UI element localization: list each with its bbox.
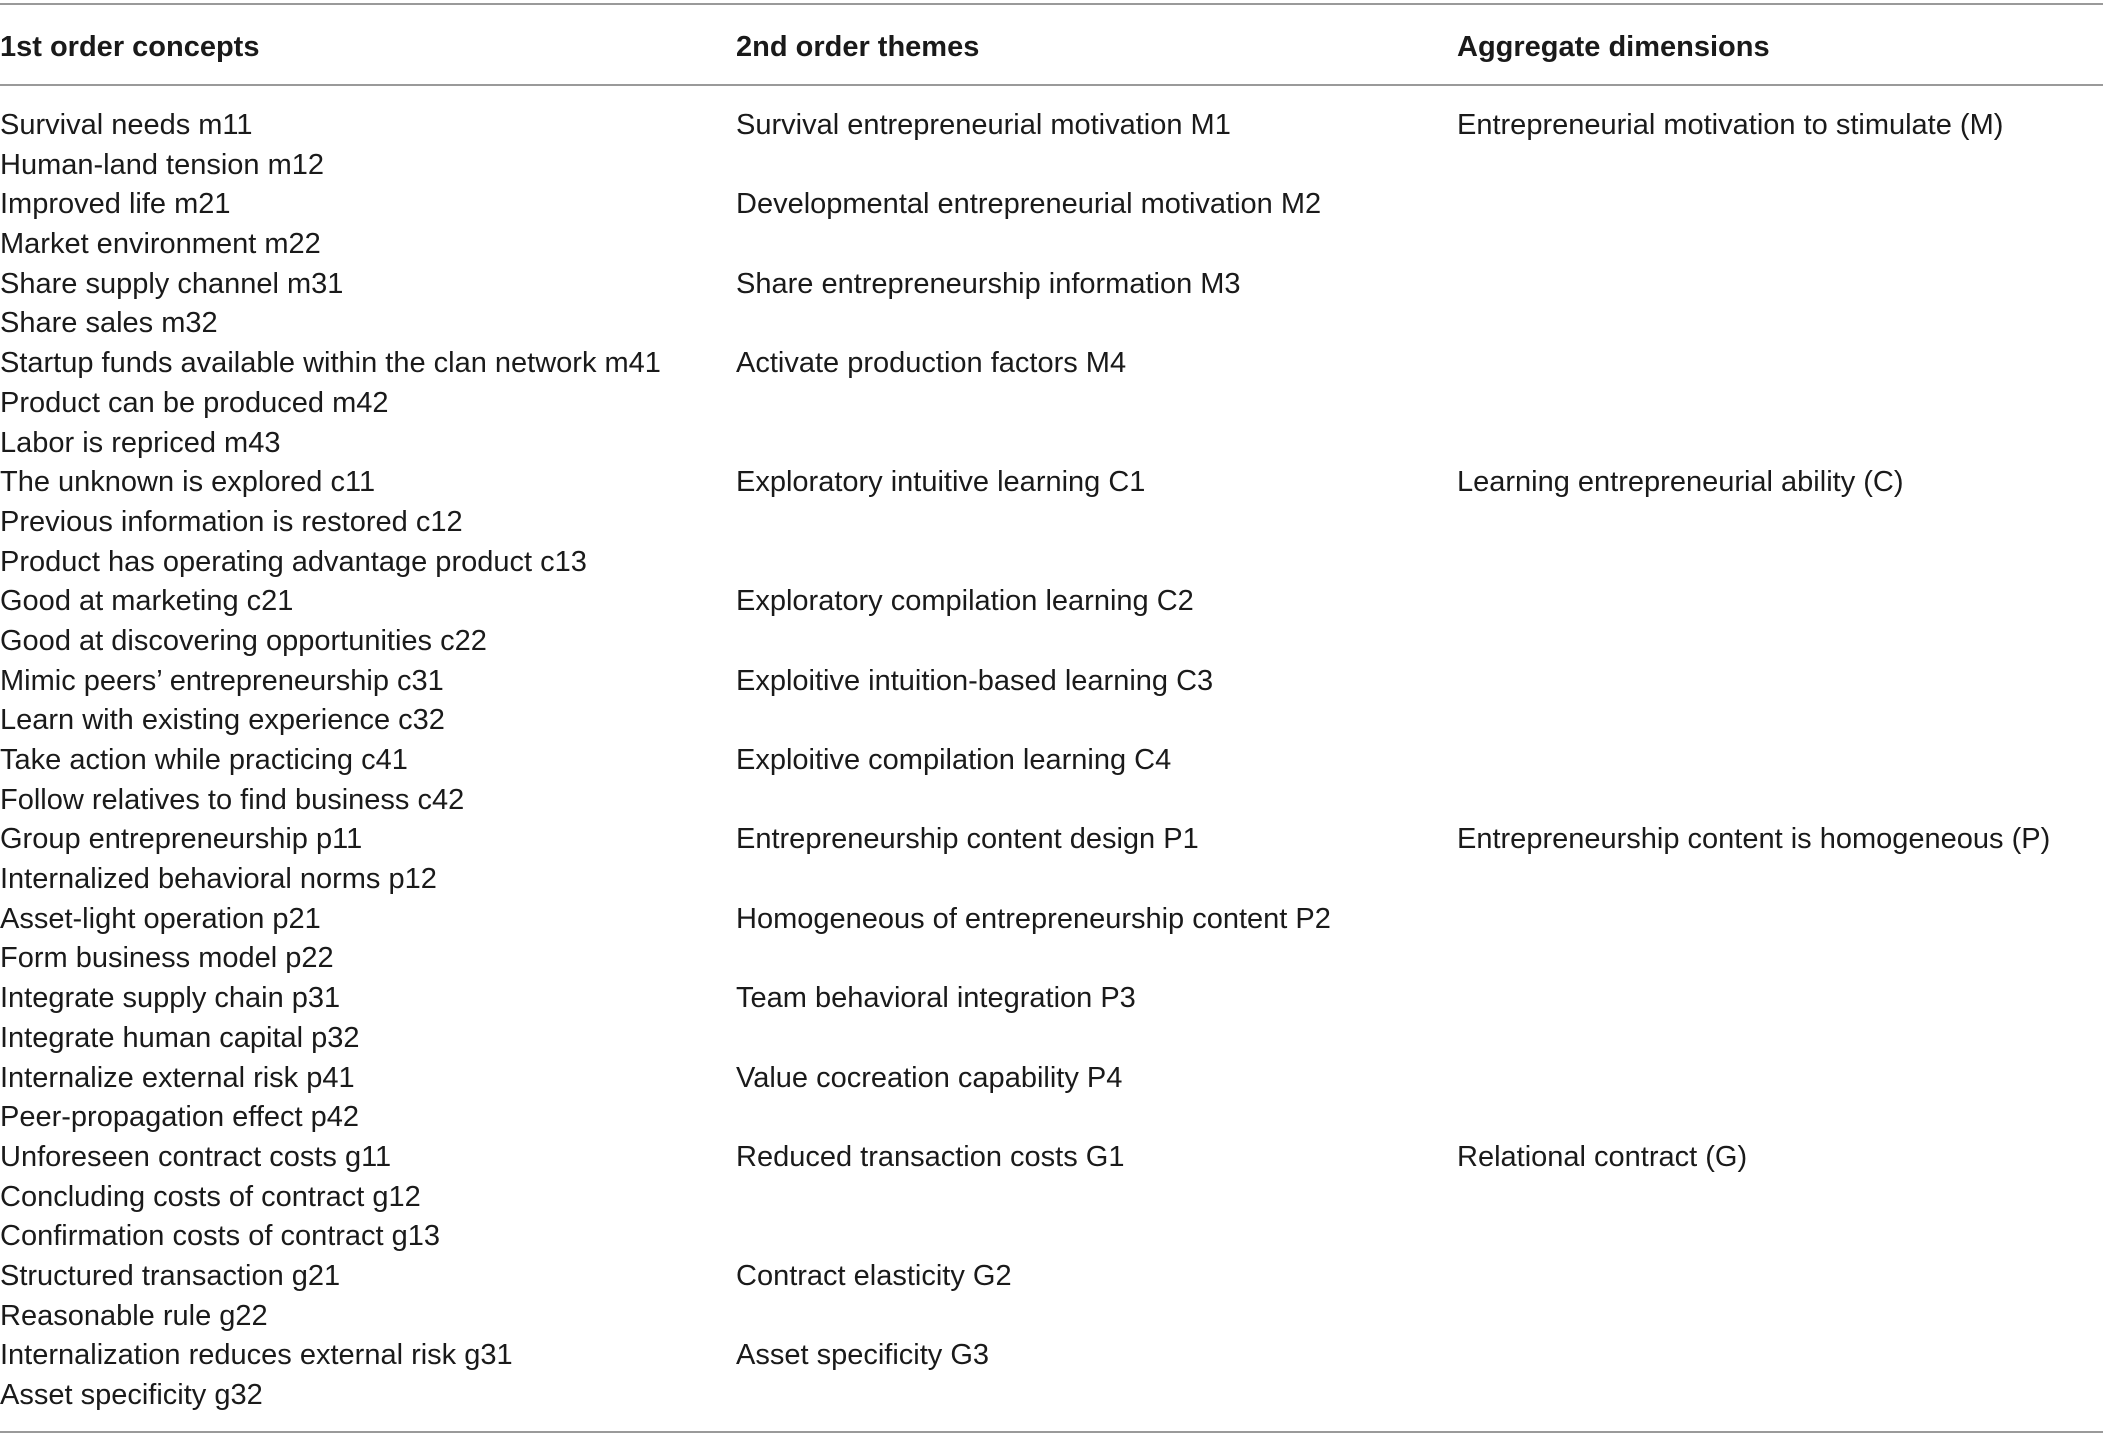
first-order-concept-cell: Internalized behavioral norms p12 [0,863,437,896]
table-row [0,1138,2103,1178]
first-order-concept-cell: Previous information is restored c12 [0,505,463,538]
second-order-theme-cell: Asset specificity G3 [736,1339,990,1372]
table-row [0,860,2103,900]
second-order-theme-cell: Homogeneous of entrepreneurship content P2 [736,902,1331,935]
second-order-theme-cell: Contract elasticity G2 [736,1259,1012,1292]
table-row [0,979,2103,1019]
second-order-theme-cell: Reduced transaction costs G1 [736,1140,1125,1173]
second-order-theme-cell: Share entrepreneurship information M3 [736,267,1241,300]
first-order-concept-cell: Integrate human capital p32 [0,1021,360,1054]
first-order-concept-cell: Human-land tension m12 [0,148,325,181]
first-order-concept-cell: Market environment m22 [0,228,321,261]
table-row [0,1098,2103,1138]
aggregate-dimension-cell: Relational contract (G) [1457,1140,1748,1173]
first-order-concept-cell: Integrate supply chain p31 [0,982,341,1015]
first-order-concept-cell: Unforeseen contract costs g11 [0,1140,392,1173]
first-order-concept-cell: Structured transaction g21 [0,1259,341,1292]
table-row [0,185,2103,225]
first-order-concept-cell: Improved life m21 [0,188,231,221]
table-row [0,939,2103,979]
table-row [0,1376,2103,1416]
table-row [0,1019,2103,1059]
table-row [0,1257,2103,1297]
second-order-theme-cell: Activate production factors M4 [736,347,1127,380]
second-order-theme-cell: Exploitive intuition-based learning C3 [736,664,1214,697]
table-row [0,820,2103,860]
first-order-concept-cell: Group entrepreneurship p11 [0,823,363,856]
table-row [0,146,2103,186]
table-row [0,741,2103,781]
first-order-concept-cell: Asset specificity g32 [0,1379,263,1411]
table-row [0,384,2103,424]
first-order-concept-cell: Asset-light operation p21 [0,902,321,935]
first-order-concept-cell: Share supply channel m31 [0,267,344,300]
aggregate-dimension-cell: Entrepreneurship content is homogeneous (P) [1457,823,2051,856]
table-row [0,1059,2103,1099]
table-row [0,701,2103,741]
second-order-theme-cell: Entrepreneurship content design P1 [736,823,1199,856]
table-row [0,1336,2103,1376]
first-order-concept-cell: Learn with existing experience c32 [0,704,445,737]
first-order-concept-cell: Confirmation costs of contract g13 [0,1220,441,1253]
table-row [0,344,2103,384]
header-second-order-themes: 2nd order themes [736,31,980,63]
first-order-concept-cell: Startup funds available within the clan network m41 [0,347,661,380]
first-order-concept-cell: Concluding costs of contract g12 [0,1180,421,1213]
first-order-concept-cell: Share sales m32 [0,307,218,340]
first-order-concept-cell: Internalize external risk p41 [0,1061,355,1094]
table-top-rule [0,3,2103,5]
table-row [0,424,2103,464]
first-order-concept-cell: Mimic peers’ entrepreneurship c31 [0,664,444,697]
table-body [0,106,2103,1416]
header-aggregate-dimensions: Aggregate dimensions [1457,31,1770,63]
first-order-concept-cell: Peer-propagation effect p42 [0,1101,360,1134]
first-order-concept-cell: Reasonable rule g22 [0,1299,268,1332]
table-row [0,106,2103,146]
second-order-theme-cell: Team behavioral integration P3 [736,982,1136,1015]
table-row [0,225,2103,265]
second-order-theme-cell: Developmental entrepreneurial motivation M2 [736,188,1322,221]
table-header-rule [0,84,2103,86]
first-order-concept-cell: Follow relatives to find business c42 [0,783,465,816]
first-order-concept-cell: Product has operating advantage product c13 [0,545,587,578]
first-order-concept-cell: Product can be produced m42 [0,386,389,419]
second-order-theme-cell: Survival entrepreneurial motivation M1 [736,109,1231,141]
aggregate-dimension-cell: Learning entrepreneurial ability (C) [1457,466,1904,499]
table-row [0,503,2103,543]
table-row [0,304,2103,344]
table-bottom-rule [0,1431,2103,1433]
second-order-theme-cell: Exploitive compilation learning C4 [736,744,1172,776]
aggregate-dimension-cell: Entrepreneurial motivation to stimulate (M) [1457,109,2004,141]
table-row [0,1297,2103,1337]
table-row [0,781,2103,821]
first-order-concept-cell: Internalization reduces external risk g31 [0,1339,513,1372]
first-order-concept-cell: Take action while practicing c41 [0,744,408,776]
first-order-concept-cell: Labor is repriced m43 [0,426,281,459]
table-row [0,1217,2103,1257]
table-row [0,463,2103,503]
table-row [0,622,2103,662]
table-row [0,900,2103,940]
second-order-theme-cell: Value cocreation capability P4 [736,1061,1123,1094]
table-row [0,265,2103,305]
first-order-concept-cell: Good at marketing c21 [0,585,294,618]
first-order-concept-cell: Form business model p22 [0,942,334,975]
table-row [0,662,2103,702]
second-order-theme-cell: Exploratory intuitive learning C1 [736,466,1146,499]
table-header-row [0,22,2103,72]
header-first-order-concepts: 1st order concepts [0,31,260,63]
table-row [0,582,2103,622]
second-order-theme-cell: Exploratory compilation learning C2 [736,585,1194,618]
first-order-concept-cell: The unknown is explored c11 [0,466,376,499]
table-row [0,1178,2103,1218]
table-row [0,543,2103,583]
first-order-concept-cell: Good at discovering opportunities c22 [0,624,487,657]
first-order-concept-cell: Survival needs m11 [0,109,253,141]
